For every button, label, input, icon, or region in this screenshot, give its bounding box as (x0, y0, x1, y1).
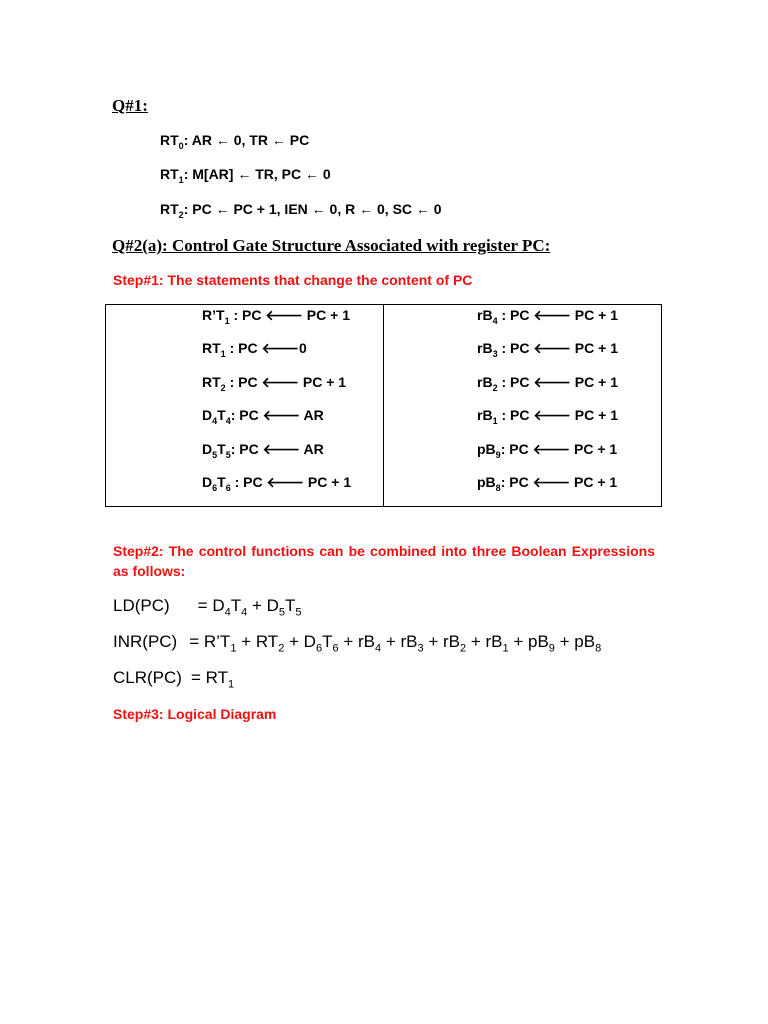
question-1-title: Q#1: (112, 96, 148, 115)
statement-row: $rB_2$ : PC 🡐 PC + 1 (477, 373, 618, 393)
rt0-equation: $RT_0$: AR ← 0, TR ← PC (160, 132, 310, 151)
ld-pc-expression: $LD(PC) = D_4T_4 + D_5T_5$ (113, 596, 302, 619)
statement-row: $D_4T_4$: PC 🡐 AR (202, 407, 324, 426)
left-arrow-icon: 🡐 (533, 373, 571, 390)
rt2-equation: $RT_2$: PC ← PC + 1, IEN ← 0, R ← 0, SC ← 0 (160, 201, 442, 220)
statement-row: $D_6T_6$ : PC 🡐 PC + 1 (202, 473, 352, 493)
statement-row: $rB_1$ : PC 🡐 PC + 1 (477, 407, 618, 426)
step2-label: Step#2: The control functions can be combined into three Boolean Expressions as follows: (113, 543, 655, 579)
left-arrow-icon: 🡐 (532, 440, 571, 457)
statement-row: $rB_4$ : PC 🡐 PC + 1 (477, 307, 618, 326)
left-arrow-icon: 🡐 (265, 307, 303, 323)
question-2a-title: Q#2(a): Control Gate Structure Associated with register PC: (112, 236, 551, 255)
pc-statements-table (105, 304, 662, 507)
left-arrow-icon: 🡐 (533, 307, 571, 323)
right-column (384, 305, 662, 507)
statement-row: $RT_2$ : PC 🡐 PC + 1 (202, 373, 347, 393)
clr-pc-expression: $CLR(PC) = RT_1$ (113, 668, 235, 691)
step3-label: Step#3: Logical Diagram (113, 706, 277, 722)
inr-pc-expression: $INR(PC) = R’T_1 + RT_2 + D_6T_6 + rB_4 + rB_3 + rB_2 + rB_1 + pB_9 + pB_8$ (113, 632, 602, 655)
step1-label: Step#1: The statements that change the content of PC (113, 272, 473, 288)
left-arrow-icon: 🡐 (261, 340, 300, 357)
statement-row: $pB_9$: PC 🡐 PC + 1 (477, 440, 618, 460)
rt1-equation: $RT_1$: M[AR] ← TR, PC ← 0 (160, 166, 331, 185)
left-arrow-icon: 🡐 (533, 407, 571, 424)
left-arrow-icon: 🡐 (532, 473, 571, 490)
statement-row: $rB_3$ : PC 🡐 PC + 1 (477, 340, 618, 360)
left-arrow-icon: 🡐 (262, 407, 301, 424)
left-arrow-icon: 🡐 (266, 473, 305, 490)
statement-row: $D_5T_5$: PC 🡐 AR (202, 440, 324, 460)
statement-row: $RT_1$ : PC 🡐0 (202, 340, 307, 360)
statement-row: $pB_8$: PC 🡐 PC + 1 (477, 473, 618, 493)
statement-row: $R’T_1$ : PC 🡐 PC + 1 (202, 307, 350, 326)
left-column (106, 305, 384, 507)
left-arrow-icon: 🡐 (261, 373, 300, 390)
left-arrow-icon: 🡐 (262, 440, 301, 457)
left-arrow-icon: 🡐 (533, 340, 571, 357)
